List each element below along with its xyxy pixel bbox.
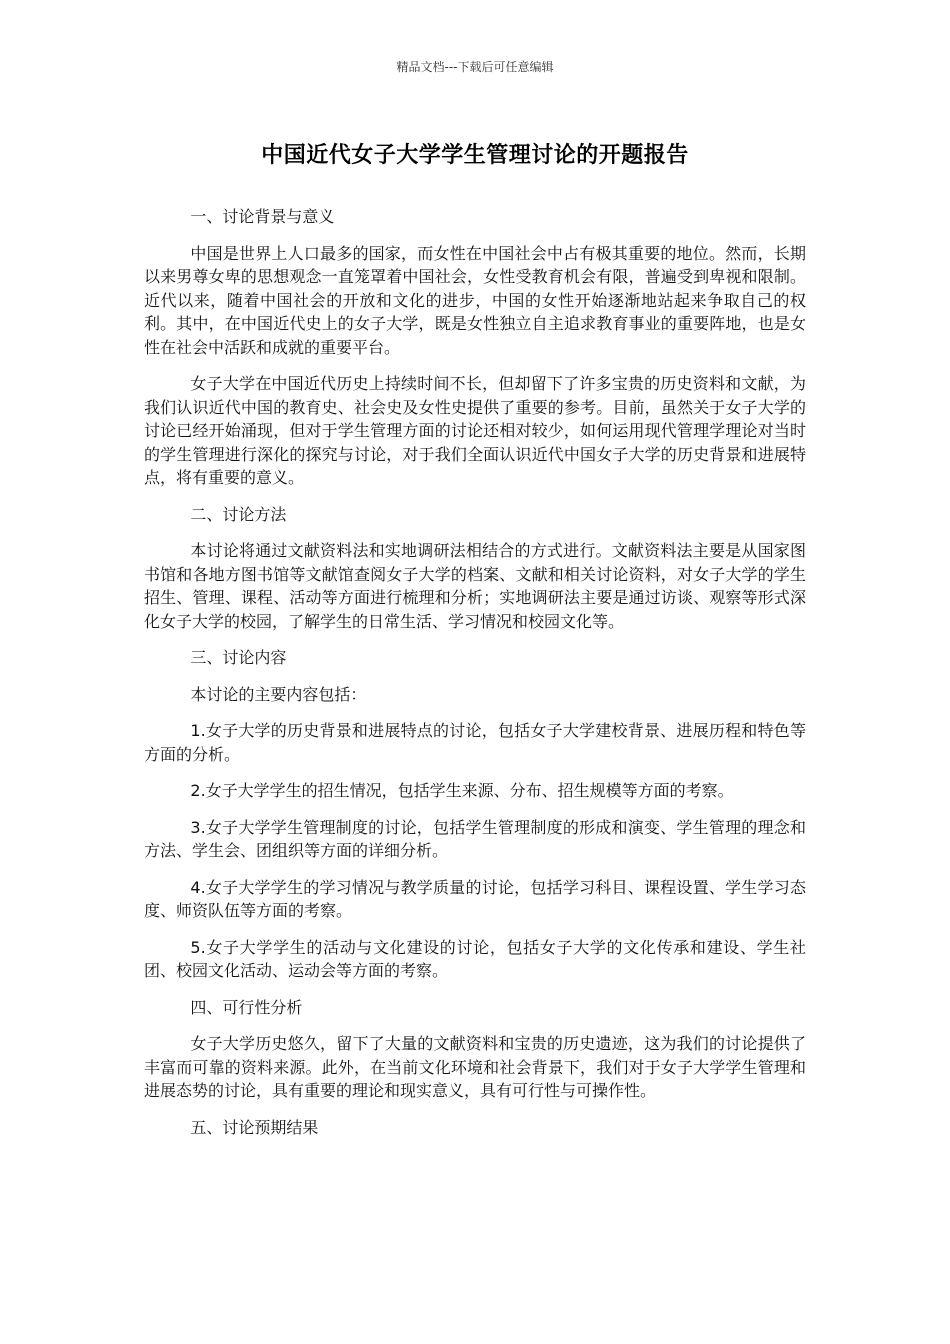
body-paragraph: 本讨论将通过文献资料法和实地调研法相结合的方式进行。文献资料法主要是从国家图书馆和各地方图书馆等文献馆查阅女子大学的档案、文献和相关讨论资料，对女子大学的学生招生、管理、课程、活动等方面进行梳理和分析；实地调研法主要是通过访谈、观察等形式深化女子大学的校园，了解学生的日常生活、学习情况和校园文化等。 [144,541,806,631]
section-heading-expected-results: 五、讨论预期结果 [190,1117,319,1137]
list-item: 3.女子大学学生管理制度的讨论，包括学生管理制度的形成和演变、学生管理的理念和方法、学生会、团组织等方面的详细分析。 [144,817,806,860]
document-title: 中国近代女子大学学生管理讨论的开题报告 [261,143,689,168]
document-body [144,205,806,1152]
page-header: 精品文档---下载后可任意编辑 [396,60,554,74]
list-item: 5.女子大学学生的活动与文化建设的讨论，包括女子大学的文化传承和建设、学生社团、校园文化活动、运动会等方面的考察。 [144,937,806,980]
section-heading-content: 三、讨论内容 [190,648,287,667]
body-paragraph: 女子大学历史悠久，留下了大量的文献资料和宝贵的历史遗迹，这为我们的讨论提供了丰富而可靠的资料来源。此外，在当前文化环境和社会背景下，我们对于女子大学学生管理和进展态势的讨论，具有重要的理论和现实意义，具有可行性与可操作性。 [144,1034,806,1100]
list-item: 4.女子大学学生的学习情况与教学质量的讨论，包括学习科目、课程设置、学生学习态度、师资队伍等方面的考察。 [144,877,806,920]
list-item: 1.女子大学的历史背景和进展特点的讨论，包括女子大学建校背景、进展历程和特色等方面的分析。 [144,721,806,764]
body-paragraph: 本讨论的主要内容包括： [190,684,367,704]
list-item: 2.女子大学学生的招生情况，包括学生来源、分布、招生规模等方面的考察。 [190,781,734,800]
section-heading-method: 二、讨论方法 [190,504,287,524]
body-paragraph: 中国是世界上人口最多的国家，而女性在中国社会中占有极其重要的地位。然而，长期以来男尊女卑的思想观念一直笼罩着中国社会，女性受教育机会有限，普遍受到卑视和限制。近代以来，随着中国社会的开放和文化的进步，中国的女性开始逐渐地站起来争取自己的权利。其中，在中国近代史上的女子大学，既是女性独立自主追求教育事业的重要阵地，也是女性在社会中活跃和成就的重要平台。 [144,243,806,357]
section-heading-background: 一、讨论背景与意义 [190,207,335,226]
body-paragraph: 女子大学在中国近代历史上持续时间不长，但却留下了许多宝贵的历史资料和文献，为我们认识近代中国的教育史、社会史及女性史提供了重要的参考。目前，虽然关于女子大学的讨论已经开始涌现，但对于学生管理方面的讨论还相对较少，如何运用现代管理学理论对当时的学生管理进行深化的探究与讨论，对于我们全面认识近代中国女子大学的历史背景和进展特点，将有重要的意义。 [144,374,806,487]
section-heading-feasibility: 四、可行性分析 [190,997,303,1017]
